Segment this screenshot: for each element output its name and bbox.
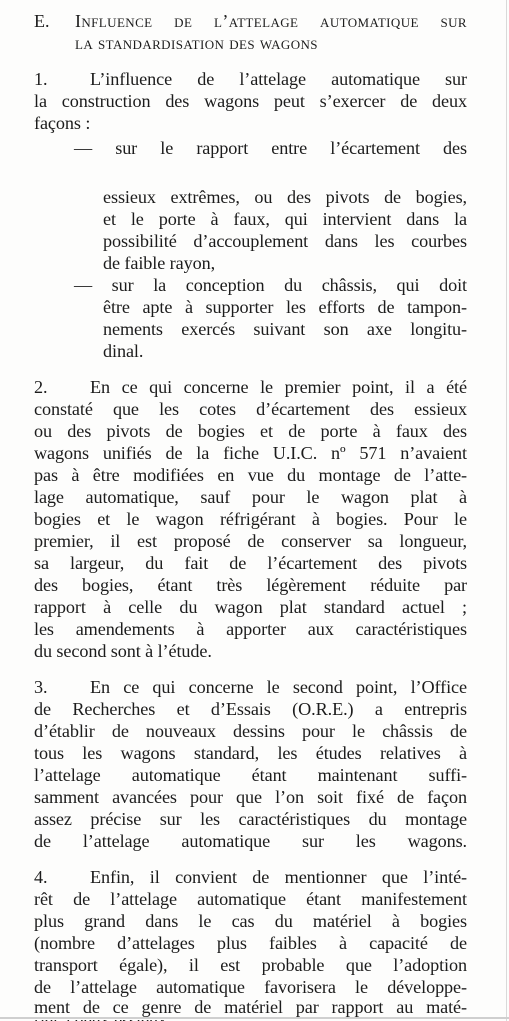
paragraph-4-line: (nombre d’attelages plus faibles à capacité de: [34, 933, 467, 953]
paragraph-4-line: Enfin, il convient de mentionner que l’inté-: [90, 867, 467, 887]
paragraph-2-line: des bogies, étant très légèrement réduite par: [34, 575, 467, 595]
page-edge-bottom: [0, 1017, 509, 1019]
paragraph-3-line: l’attelage automatique étant maintenant suffi-: [34, 765, 467, 785]
paragraph-1-number: 1.: [34, 69, 48, 89]
paragraph-2-line: constaté que les cotes d’écartement des essieux: [34, 399, 467, 419]
paragraph-1-line: L’influence de l’attelage automatique sur: [90, 69, 467, 89]
paragraph-2-line: rapport à celle du wagon plat standard actuel ;: [34, 597, 467, 617]
paragraph-3-line: de l’attelage automatique sur les wagons.: [34, 831, 467, 851]
paragraph-1-bullet-1: — sur le rapport entre l’écartement des: [74, 138, 467, 158]
paragraph-3-number: 3.: [34, 677, 48, 697]
paragraph-2-line: ou des pivots de bogies et de porte à faux des: [34, 421, 467, 441]
paragraph-2-line: wagons unifiés de la fiche U.I.C. nº 571 n’avaient: [34, 443, 467, 463]
paragraph-4-line: transport égale), il est probable que l’adoption: [34, 955, 467, 975]
paragraph-4-line: plus grand dans le cas du matériel à bogies: [34, 911, 467, 931]
section-letter: E.: [34, 11, 50, 31]
paragraph-1-line: nements exercés suivant son axe longitu-: [103, 319, 467, 339]
section-title-line-1: Influence de l’attelage automatique sur: [75, 11, 467, 31]
paragraph-3-line: d’établir de nouveaux dessins pour le châssis de: [34, 721, 467, 741]
paragraph-3-line: de Recherches et d’Essais (O.R.E.) a entrepris: [34, 699, 467, 719]
paragraph-4-line: de l’attelage automatique favorisera le développe-: [34, 977, 467, 997]
paragraph-4-line: rêt de l’attelage automatique étant manifestement: [34, 889, 467, 909]
paragraph-4-line: ment de ce genre de matériel par rapport au maté-: [34, 997, 467, 1017]
paragraph-1-line: façons :: [34, 113, 91, 133]
page-edge-right: [506, 0, 507, 1021]
paragraph-2-line: sa largeur, du fait de l’écartement des pivots: [34, 553, 467, 573]
paragraph-2-line: lage automatique, sauf pour le wagon plat à: [34, 487, 467, 507]
paragraph-1-line: et le porte à faux, qui intervient dans la: [103, 209, 467, 229]
paragraph-2-line: les amendements à apporter aux caractéristiques: [34, 619, 467, 639]
paragraph-3-line: assez précise sur les caractéristiques du montage: [34, 809, 467, 829]
paragraph-1-line: possibilité d’accouplement dans les courbes: [103, 231, 467, 251]
paragraph-2-line: En ce qui concerne le premier point, il a été: [90, 377, 467, 397]
paragraph-3-line: tous les wagons standard, les études relatives à: [34, 743, 467, 763]
paragraph-2-number: 2.: [34, 377, 48, 397]
paragraph-4-number: 4.: [34, 867, 48, 887]
paragraph-2-line: pas à être modifiées en vue du montage de l’atte-: [34, 465, 467, 485]
paragraph-1-line: être apte à supporter les efforts de tampon-: [103, 297, 467, 317]
paragraph-1-line: de faible rayon,: [103, 253, 216, 273]
paragraph-1-line: la construction des wagons peut s’exercer de deux: [34, 91, 467, 111]
paragraph-1-line: essieux extrêmes, ou des pivots de bogies,: [103, 187, 467, 207]
section-title-line-2: la standardisation des wagons: [75, 33, 318, 53]
paragraph-2-line: bogies et le wagon réfrigérant à bogies. Pour le: [34, 509, 467, 529]
paragraph-2-line: du second sont à l’étude.: [34, 641, 212, 661]
paragraph-3-line: En ce qui concerne le second point, l’Office: [90, 677, 467, 697]
paragraph-1-bullet-2: — sur la conception du châssis, qui doit: [74, 275, 467, 295]
paragraph-2-line: premier, il est proposé de conserver sa longueur,: [34, 531, 467, 551]
paragraph-1-line: dinal.: [103, 341, 144, 361]
paragraph-3-line: samment avancées pour que l’on soit fixé de façon: [34, 787, 467, 807]
